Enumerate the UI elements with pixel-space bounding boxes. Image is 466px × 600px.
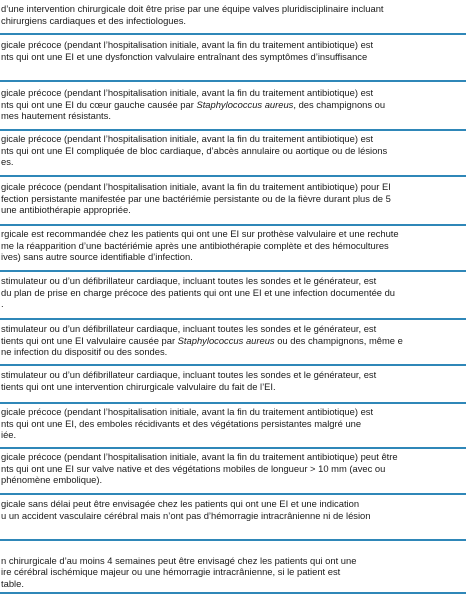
text-segment: gicale sans délai peut être envisagée chez les patients qui ont une EI et une indication — [1, 498, 360, 509]
table-row — [0, 87, 466, 122]
row-text-line — [1, 418, 466, 430]
text-segment: u un accident vasculaire cérébral mais n’ont pas d’hémorragie intracrânienne ni de lésion — [1, 509, 371, 521]
row-text-line — [1, 369, 466, 381]
text-segment: es. — [1, 156, 14, 167]
text-segment: ives) sans autre source identifiable d’infection. — [1, 251, 193, 262]
text-segment: ire cérébral ischémique majeur ou une hémorragie intracrânienne, si le patient est — [1, 566, 341, 577]
text-segment: nts qui ont une EI compliquée de bloc cardiaque, d’abcès annulaire ou aortique ou de lésions — [1, 144, 388, 156]
table-row — [0, 275, 466, 310]
text-segment: gicale précoce (pendant l’hospitalisation initiale, avant la fin du traitement antibiotique) peut être — [1, 451, 398, 462]
text-segment: gicale précoce (pendant l’hospitalisation initiale, avant la fin du traitement antibiotique) est — [1, 406, 374, 417]
row-text-line — [1, 87, 466, 99]
row-text-line — [1, 298, 466, 310]
text-segment: stimulateur ou d’un défibrillateur cardiaque, incluant toutes les sondes et le générateur, est — [1, 369, 377, 380]
row-text-line — [1, 133, 466, 145]
text-segment: gicale précoce (pendant l’hospitalisation initiale, avant la fin du traitement antibiotique) est — [1, 87, 374, 98]
row-text-line — [1, 99, 466, 111]
table-row — [0, 498, 466, 533]
row-text-line — [1, 15, 466, 27]
text-segment: ou des champignons, même e — [274, 334, 403, 346]
table-bottom-rule — [0, 592, 466, 594]
row-text-line — [1, 240, 466, 252]
text-segment: rgicale est recommandée chez les patients qui ont une EI sur prothèse valvulaire et une rechute — [1, 228, 399, 239]
text-segment: tients qui ont une EI valvulaire causée par — [1, 334, 178, 346]
italic-term: Staphylococcus aureus — [177, 334, 275, 346]
text-segment: gicale précoce (pendant l’hospitalisation initiale, avant la fin du traitement antibiotique) pour EI — [1, 181, 391, 192]
row-divider — [0, 224, 466, 226]
row-text-line — [1, 474, 466, 486]
italic-term: Staphylococcus aureus — [196, 98, 294, 110]
row-divider — [0, 33, 466, 35]
row-text-line — [1, 156, 466, 168]
row-divider — [0, 129, 466, 131]
text-segment: ne infection du dispositif ou des sondes. — [1, 346, 168, 357]
row-text-line — [1, 204, 466, 216]
row-text-line — [1, 521, 466, 533]
row-text-line — [1, 145, 466, 157]
row-text-line — [1, 51, 466, 63]
row-text-line — [1, 287, 466, 299]
text-segment: iée. — [1, 429, 17, 440]
text-segment: gicale précoce (pendant l’hospitalisation initiale, avant la fin du traitement antibiotique) est — [1, 133, 374, 144]
row-text-line — [1, 406, 466, 418]
text-segment: d’une intervention chirurgicale doit être prise par une équipe valves pluridisciplinaire incluant — [1, 3, 384, 14]
text-segment: . — [1, 298, 4, 309]
row-divider — [0, 80, 466, 82]
text-segment: phénomène embolique). — [1, 474, 103, 485]
row-divider — [0, 493, 466, 495]
row-text-line — [1, 335, 466, 347]
table-row — [0, 543, 466, 589]
row-text-line — [1, 566, 466, 578]
text-segment: nts qui ont une EI, des emboles récidivants et des végétations persistantes malgré une — [1, 417, 362, 429]
text-segment: gicale précoce (pendant l’hospitalisation initiale, avant la fin du traitement antibiotique) est — [1, 39, 374, 50]
table-row — [0, 133, 466, 168]
text-segment: nts qui ont une EI du cœur gauche causée par — [1, 98, 197, 110]
text-segment: du plan de prise en charge précoce des patients qui ont une EI et une infection documentée du — [1, 286, 396, 298]
row-divider — [0, 318, 466, 320]
row-text-line — [1, 463, 466, 475]
row-text-line — [1, 510, 466, 522]
row-text-line — [1, 346, 466, 358]
text-segment: table. — [1, 577, 24, 589]
text-segment: n chirurgicale d’au moins 4 semaines peut être envisagé chez les patients qui ont une — [1, 554, 357, 566]
row-text-line — [1, 193, 466, 205]
row-text-line — [1, 39, 466, 51]
text-segment: une antibiothérapie appropriée. — [1, 204, 131, 215]
table-row — [0, 323, 466, 358]
table-row — [0, 451, 466, 486]
row-text-line — [1, 451, 466, 463]
row-text-line — [1, 3, 466, 15]
row-text-line — [1, 323, 466, 335]
row-divider — [0, 175, 466, 177]
text-segment: fection persistante manifestée par une bactériémie persistante ou de la fièvre durant plus de 5 — [1, 192, 391, 204]
text-segment: me la réapparition d’une bactériémie après une antibiothérapie complète et des hémocultures — [1, 239, 389, 251]
row-text-line — [1, 110, 466, 122]
table-row — [0, 228, 466, 263]
text-segment: stimulateur ou d’un défibrillateur cardiaque, incluant toutes les sondes et le générateur, est — [1, 275, 377, 286]
row-divider — [0, 270, 466, 272]
row-text-line — [1, 251, 466, 263]
row-text-line — [1, 429, 466, 441]
row-text-line — [1, 181, 466, 193]
text-segment: nts qui ont une EI sur valve native et des végétations mobiles de longueur > 10 mm (avec ou — [1, 462, 386, 474]
row-divider — [0, 402, 466, 404]
text-segment: nts qui ont une EI et une dysfonction valvulaire entraînant des symptômes d’insuffisance — [1, 50, 368, 62]
table-row — [0, 3, 466, 26]
text-segment: , des champignons ou — [293, 98, 386, 110]
row-text-line — [1, 228, 466, 240]
row-text-line — [1, 543, 466, 555]
row-text-line — [1, 275, 466, 287]
table-row — [0, 369, 466, 392]
table-row — [0, 406, 466, 441]
table-row — [0, 181, 466, 216]
table-row — [0, 39, 466, 62]
row-divider — [0, 447, 466, 449]
row-text-line — [1, 578, 466, 590]
row-text-line — [1, 381, 466, 393]
row-text-line — [1, 555, 466, 567]
text-segment: mes hautement résistants. — [1, 110, 111, 121]
text-segment: tients qui ont une intervention chirurgicale valvulaire du fait de l’EI. — [1, 380, 276, 392]
row-divider — [0, 364, 466, 366]
text-segment: chirurgiens cardiaques et des infectiologues. — [1, 14, 187, 26]
text-segment: stimulateur ou d’un défibrillateur cardiaque, incluant toutes les sondes et le générateur, est — [1, 323, 377, 334]
row-text-line — [1, 498, 466, 510]
row-divider — [0, 539, 466, 541]
